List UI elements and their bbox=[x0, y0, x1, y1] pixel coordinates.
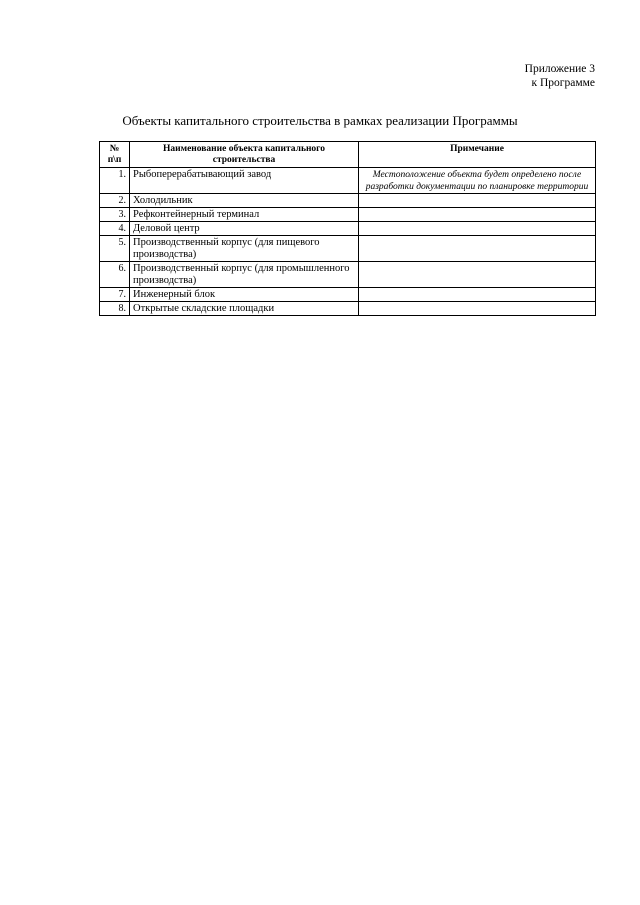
table-row bbox=[100, 236, 596, 262]
object-note bbox=[359, 288, 596, 302]
table-row bbox=[100, 208, 596, 222]
object-name: Рыбоперерабатывающий завод bbox=[130, 168, 359, 194]
table-row bbox=[100, 194, 596, 208]
table-row bbox=[100, 288, 596, 302]
column-header-object-name: Наименование объекта капитального строительства bbox=[130, 142, 359, 168]
column-header-note: Примечание bbox=[359, 142, 596, 168]
row-number: 7. bbox=[100, 288, 130, 302]
object-name: Производственный корпус (для промышленного производства) bbox=[130, 262, 359, 288]
object-name: Рефконтейнерный терминал bbox=[130, 208, 359, 222]
row-number: 4. bbox=[100, 222, 130, 236]
object-name: Деловой центр bbox=[130, 222, 359, 236]
table-row bbox=[100, 262, 596, 288]
table-row bbox=[100, 222, 596, 236]
table-row bbox=[100, 168, 596, 194]
object-name: Инженерный блок bbox=[130, 288, 359, 302]
column-header-number: № п\п bbox=[100, 142, 130, 168]
table-row bbox=[100, 302, 596, 316]
appendix-reference bbox=[525, 62, 595, 90]
objects-table bbox=[99, 141, 596, 316]
appendix-program-ref: к Программе bbox=[531, 77, 595, 89]
object-note: Местоположение объекта будет определено после разработки документации по планировке территории bbox=[359, 168, 596, 194]
row-number: 5. bbox=[100, 236, 130, 262]
row-number: 8. bbox=[100, 302, 130, 316]
row-number: 2. bbox=[100, 194, 130, 208]
object-name: Холодильник bbox=[130, 194, 359, 208]
object-note bbox=[359, 262, 596, 288]
row-number: 1. bbox=[100, 168, 130, 194]
row-number: 6. bbox=[100, 262, 130, 288]
object-note bbox=[359, 208, 596, 222]
object-note bbox=[359, 302, 596, 316]
object-note bbox=[359, 222, 596, 236]
object-note bbox=[359, 194, 596, 208]
row-number: 3. bbox=[100, 208, 130, 222]
document-title: Объекты капитального строительства в рамках реализации Программы bbox=[122, 113, 518, 128]
table-header-row bbox=[100, 142, 596, 168]
appendix-number: Приложение 3 bbox=[524, 63, 595, 75]
object-name: Производственный корпус (для пищевого производства) bbox=[130, 236, 359, 262]
object-note bbox=[359, 236, 596, 262]
object-name: Открытые складские площадки bbox=[130, 302, 359, 316]
